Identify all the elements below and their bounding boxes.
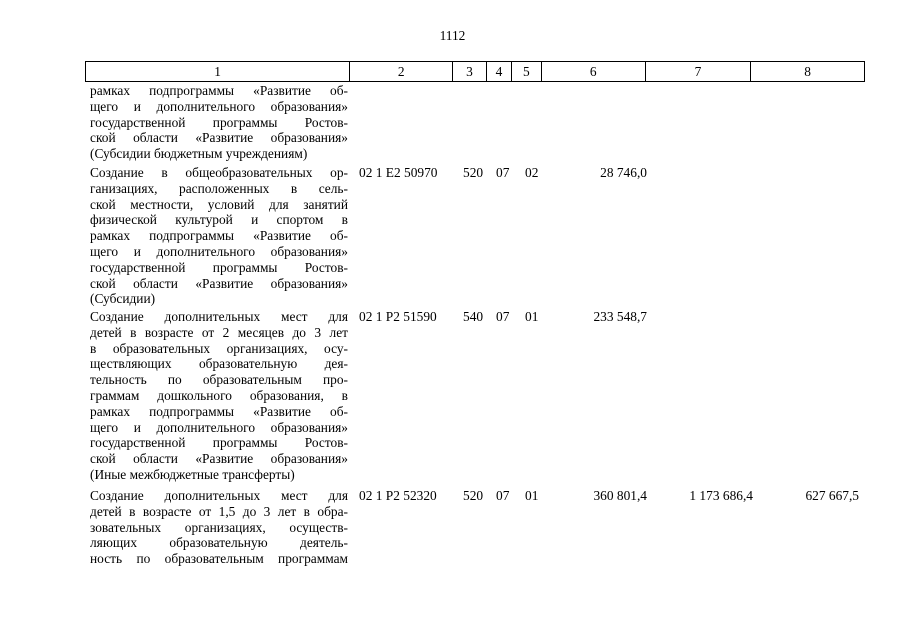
- row-description: [90, 83, 348, 162]
- header-col-2: 2: [350, 62, 453, 81]
- description-line: ской области «Развитие образования»: [90, 130, 348, 146]
- description-line: государственной программы Ростов-: [90, 114, 348, 130]
- description-line: ской местности, условий для занятий: [90, 196, 348, 212]
- description-line: ляющих образовательную деятель-: [90, 535, 348, 551]
- expense-type-code: 520: [463, 488, 484, 503]
- description-line: рамках подпрограммы «Развитие об-: [90, 228, 348, 244]
- description-line: тельность по образовательным про-: [90, 372, 348, 388]
- subsection-code: 01: [525, 488, 539, 503]
- header-col-1: 1: [86, 62, 350, 81]
- row-description: [90, 309, 348, 483]
- header-col-8: 8: [804, 64, 811, 79]
- section-code: 07: [496, 488, 510, 503]
- description-line: детей в возрасте от 1,5 до 3 лет в обра-: [90, 503, 348, 519]
- description-line: ществляющих образовательную дея-: [90, 356, 348, 372]
- header-col-6: 6: [542, 62, 646, 81]
- description-line: детей в возрасте от 2 месяцев до 3 лет: [90, 324, 348, 340]
- description-line: щего и дополнительного образования»: [90, 243, 348, 259]
- description-line: (Субсидии бюджетным учреждениям): [90, 146, 308, 162]
- description-line: ской области «Развитие образования»: [90, 451, 348, 467]
- description-line: ганизациях, расположенных в сель-: [90, 180, 348, 196]
- description-line: Создание дополнительных мест для: [90, 309, 348, 324]
- description-line: зовательных организациях, осуществ-: [90, 519, 348, 535]
- description-line: государственной программы Ростов-: [90, 435, 348, 451]
- amount-col-6: 233 548,7: [593, 309, 647, 324]
- amount-col-6: 360 801,4: [593, 488, 647, 503]
- header-col-4: 4: [487, 62, 512, 81]
- description-line: рамках подпрограммы «Развитие об-: [90, 403, 348, 419]
- description-line: ской области «Развитие образования»: [90, 275, 348, 291]
- amount-col-6: 28 746,0: [600, 165, 647, 180]
- subsection-code: 02: [525, 165, 539, 180]
- amount-col-8: 627 667,5: [805, 488, 859, 503]
- description-line: Создание в общеобразовательных ор-: [90, 165, 348, 180]
- description-line: граммам дошкольного образования, в: [90, 387, 348, 403]
- target-article-code: 02 1 P2 52320: [359, 488, 437, 503]
- expense-type-code: 520: [463, 165, 484, 180]
- section-code: 07: [496, 309, 510, 324]
- target-article-code: 02 1 E2 50970: [359, 165, 438, 180]
- description-line: щего и дополнительного образования»: [90, 419, 348, 435]
- row-description: [90, 488, 348, 567]
- subsection-code: 01: [525, 309, 539, 324]
- description-line: (Субсидии): [90, 291, 156, 307]
- row-description: [90, 165, 348, 307]
- expense-type-code: 540: [463, 309, 484, 324]
- description-line: в образовательных организациях, осу-: [90, 340, 348, 356]
- description-line: государственной программы Ростов-: [90, 259, 348, 275]
- description-line: ность по образовательным программам: [90, 551, 348, 567]
- header-col-5: 5: [512, 62, 542, 81]
- section-code: 07: [496, 165, 510, 180]
- header-col-3: 3: [453, 62, 487, 81]
- description-line: физической культурой и спортом в: [90, 212, 348, 228]
- page-number: 1112: [439, 28, 466, 43]
- description-line: Создание дополнительных мест для: [90, 488, 348, 503]
- description-line: щего и дополнительного образования»: [90, 98, 348, 114]
- description-line: (Иные межбюджетные трансферты): [90, 466, 295, 482]
- target-article-code: 02 1 P2 51590: [359, 309, 437, 324]
- table-header: [85, 61, 865, 82]
- header-col-7: 7: [646, 62, 752, 81]
- amount-col-7: 1 173 686,4: [689, 488, 753, 503]
- description-line: рамках подпрограммы «Развитие об-: [90, 83, 348, 98]
